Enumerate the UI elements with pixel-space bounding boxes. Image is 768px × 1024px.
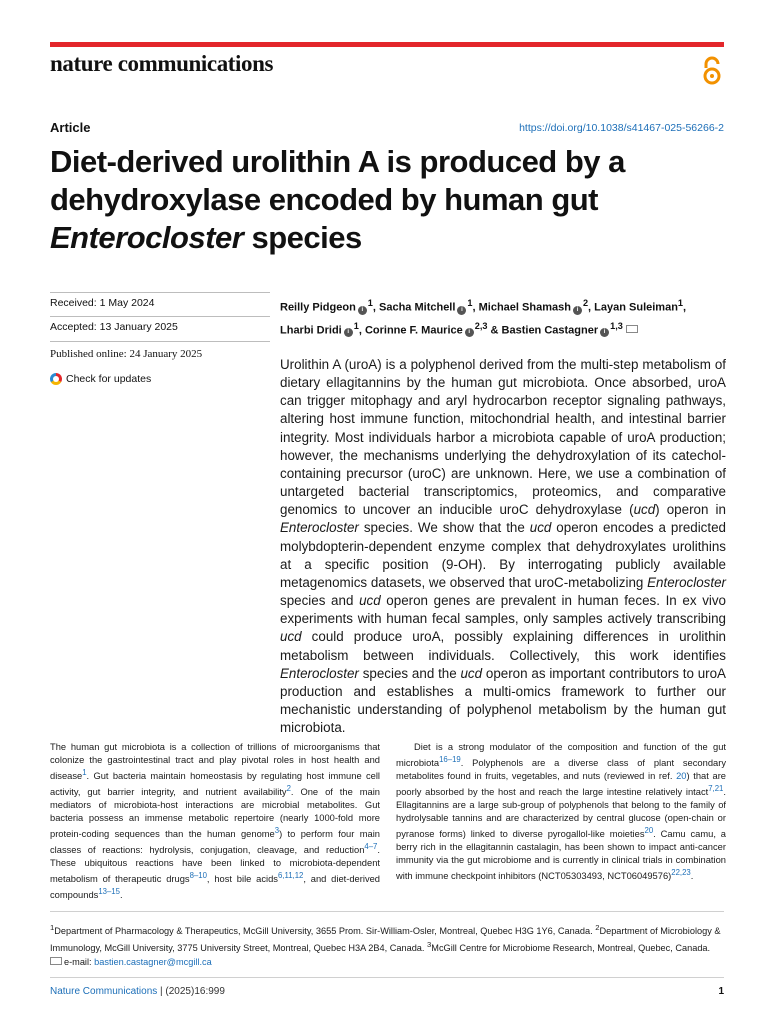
email-icon[interactable] bbox=[626, 325, 638, 333]
footer-citation bbox=[50, 986, 225, 997]
footer-volume: | (2025)16:999 bbox=[157, 986, 225, 997]
author-name[interactable]: Lharbi Dridi bbox=[280, 324, 342, 337]
check-updates-button[interactable] bbox=[50, 373, 151, 385]
author-affil: 1 bbox=[353, 320, 359, 331]
title-line-3: species bbox=[243, 220, 362, 255]
author-name[interactable]: Reilly Pidgeon bbox=[280, 301, 356, 314]
author-affil: 1 bbox=[467, 298, 473, 308]
citation-link[interactable]: 8–10 bbox=[189, 871, 207, 881]
meta-divider bbox=[50, 292, 270, 293]
received-date: Received: 1 May 2024 bbox=[50, 297, 155, 309]
body-text-right: Diet is a strong modulator of the composition and function of the gut microbiota$^{16-19}$. Polyphenols are a diverse class of plant secondary metabolites found in fruits, vegetables, and nuts (reviewed in ref. 20) that are poorly absorbed by the host and reach the large intestine relatively intact$^{7,21}$. Ellagitannins are a large sub-group of polyphenols that belong to the family of hydrolysable tannins and are characterized by central glucose (open-chain or pyranose forms) linked to diverse pyrogallol-like moieties$^{20}$. Camu camu, a berry rich in the ellagitannin castalagin, has been shown to impact anti-cancer immunity via the gut microbiome and is currently in clinical trials in combination with immune checkpoint inhibitors (NCT05303493, NCT06049576)$^{22,23}$. bbox=[396, 742, 727, 882]
footer-journal-link[interactable]: Nature Communications bbox=[50, 986, 158, 997]
citation-link[interactable]: 16–19 bbox=[439, 754, 461, 764]
author-name[interactable]: , Corinne F. Maurice bbox=[358, 324, 463, 337]
citation-link[interactable]: 4–7 bbox=[364, 842, 378, 851]
citation-link[interactable]: 6,11,12 bbox=[277, 871, 304, 881]
meta-divider bbox=[50, 316, 270, 317]
footer-divider bbox=[50, 977, 724, 978]
accepted-date: Accepted: 13 January 2025 bbox=[50, 321, 178, 333]
author-separator: , bbox=[683, 301, 687, 314]
meta-divider bbox=[50, 341, 270, 342]
doi-link[interactable]: https://doi.org/10.1038/s41467-025-56266-2 bbox=[519, 122, 724, 134]
author-affil: 1 bbox=[367, 298, 373, 308]
author-name[interactable]: , Michael Shamash bbox=[472, 301, 571, 314]
orcid-icon[interactable]: i bbox=[573, 306, 582, 315]
citation-link[interactable]: 7,21 bbox=[708, 783, 724, 793]
citation-link[interactable]: 1 bbox=[82, 767, 87, 777]
crossmark-icon bbox=[50, 373, 62, 385]
author-list bbox=[280, 294, 730, 339]
title-line-1: Diet-derived urolithin A is produced by a bbox=[50, 144, 625, 179]
orcid-icon[interactable]: i bbox=[600, 328, 609, 337]
orcid-icon[interactable]: i bbox=[344, 328, 353, 337]
published-date: Published online: 24 January 2025 bbox=[50, 348, 203, 360]
author-name[interactable]: , Layan Suleiman bbox=[588, 301, 678, 314]
citation-link[interactable]: 2 bbox=[286, 783, 291, 793]
author-affil: 1,3 bbox=[610, 320, 623, 331]
article-title bbox=[50, 143, 730, 257]
citation-link[interactable]: 22,23 bbox=[671, 867, 691, 877]
email-link[interactable]: bastien.castagner@mcgill.ca bbox=[94, 957, 212, 968]
affiliations: $^1$Department of Pharmacology & Therapeutics, McGill University, 3655 Prom. Sir-William-Osler, Montreal, Quebec H3G 1Y6, Canada. $^2$Department of Microbiology & Immunology, McGill University, 3775 University Street, Montreal, Quebec H3A 2B4, Canada. $^3$McGill Centre for Microbiome Research, Montreal, Quebec, Canada. e-mail: bastien.castagner@mcgill.ca bbox=[50, 923, 721, 968]
affiliation-divider bbox=[50, 911, 724, 912]
citation-link[interactable]: 20 bbox=[644, 825, 654, 835]
author-affil: 2 bbox=[582, 298, 589, 308]
orcid-icon[interactable]: i bbox=[465, 328, 474, 337]
body-text-left: The human gut microbiota is a collection of trillions of microorganisms that colonize the gastrointestinal tract and play pivotal roles in host health and disease$^1$. Gut bacteria maintain homeostasis by regulating host immune cell activity, gut barrier integrity, and nutrient availability$^2$. One of the main mediators of microbiota-host interactions are microbial metabolites. Gut bacteria possess an immense metabolic repertoire (nearly 1000-fold more protein-coding sequences than the human genome$^3$) to perform four main classes of reactions: hydrolysis, conjugation, cleavage, and reduction$^{4-7}$. These ubiquitous reactions have been linked to microbiota-dependent metabolism of therapeutic drugs$^{8-10}$, host bile acids$^{6,11,12}$, and diet-derived compounds$^{13-15}$. bbox=[50, 742, 381, 901]
abstract: Urolithin A (uroA) is a polyphenol derived from the multi-step metabolism of dietary ellagitannins by the human gut microbiota. Once absorbed, uroA can trigger mitophagy and aryl hydrocarbon receptor signaling pathways, altering host immune function, mitochondrial health, and intestinal barrier integrity. Most individuals harbor a microbiota capable of uroA production; however, the mechanisms underlying the dehydroxylation of its catechol-containing precursor (uroC) are unknown. Here, we use a combination of untargeted bacterial transcriptomics, proteomics, and comparative genomics to uncover an inducible uroC dehydroxylase (ucd) operon in Enterocloster species. We show that the ucd operon encodes a predicted molybdopterin-dependent enzyme complex that dehydroxylates urolithins at a specific position (9-OH). By interrogating publicly available metagenomics datasets, we observed that uroC-metabolizing Enterocloster species and ucd operon genes are prevalent in human feces. In ex vivo experiments with human fecal samples, only samples actively transcribing ucd could produce uroA, possibly explaining differences in urolithin metabolism between individuals. Collectively, this work identifies Enterocloster species and the ucd operon as important contributors to uroA production and establishes a multi-omics framework to further our mechanistic understanding of polyphenol metabolism by the human gut microbiota. bbox=[280, 357, 727, 736]
article-type: Article bbox=[50, 120, 91, 135]
author-affil: 1 bbox=[677, 298, 684, 308]
author-affil: 2,3 bbox=[474, 320, 488, 331]
page-number: 1 bbox=[718, 986, 724, 997]
orcid-icon[interactable]: i bbox=[358, 306, 367, 315]
citation-link[interactable]: 3 bbox=[274, 825, 280, 835]
open-access-icon[interactable] bbox=[700, 56, 724, 86]
author-name[interactable]: & Bastien Castagner bbox=[487, 324, 599, 337]
title-line-2: dehydroxylase encoded by human gut bbox=[50, 182, 599, 217]
title-genus: Enterocloster bbox=[50, 220, 244, 255]
journal-name[interactable]: nature communications bbox=[50, 51, 274, 76]
orcid-icon[interactable]: i bbox=[457, 306, 466, 315]
header-accent-bar bbox=[50, 42, 724, 47]
email-icon bbox=[50, 957, 62, 965]
check-updates-label: Check for updates bbox=[66, 373, 152, 385]
author-name[interactable]: , Sacha Mitchell bbox=[372, 301, 456, 314]
citation-link[interactable]: 20 bbox=[676, 771, 687, 782]
citation-link[interactable]: 13–15 bbox=[98, 887, 120, 897]
